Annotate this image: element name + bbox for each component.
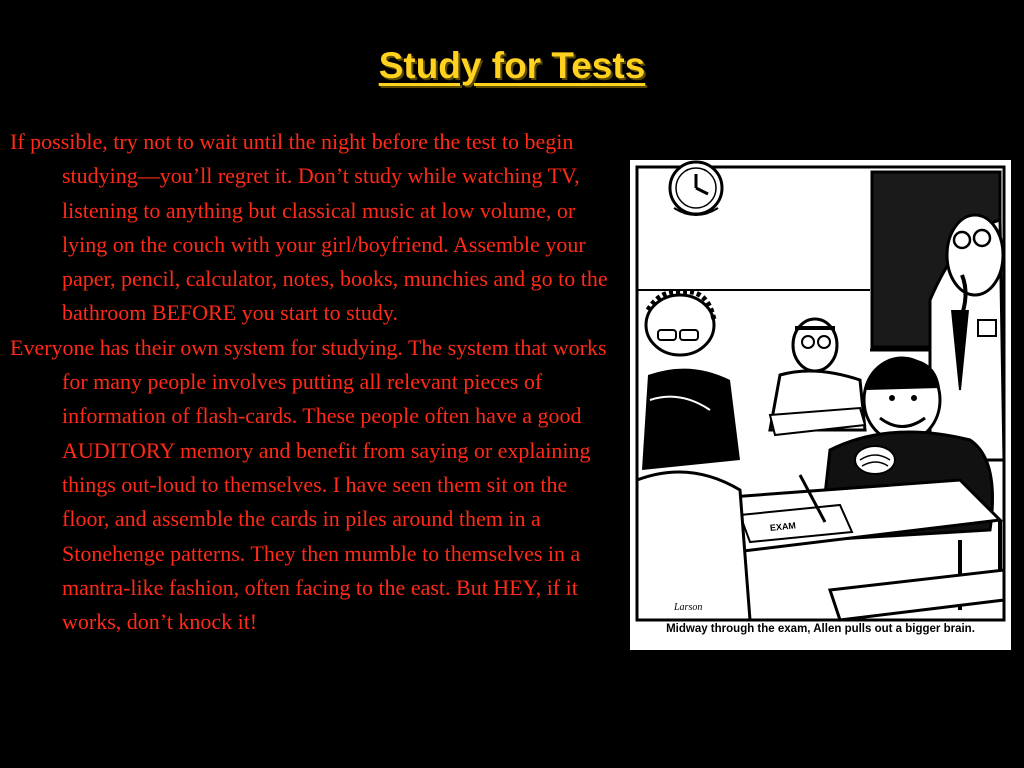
artist-signature: Larson: [674, 602, 703, 613]
body-text: [10, 125, 613, 639]
student-front-left: [637, 472, 750, 620]
exam-paper-label: EXAM: [769, 520, 797, 534]
cartoon-panel: [630, 160, 1011, 650]
paragraph-study-timing: If possible, try not to wait until the night before the test to begin studying—you’ll regret it. Don’t study while watching TV, listening to anything but classical music at low volume, or lying on the couch with your girl/boyfriend. Assemble your paper, pencil, calculator, notes, books, munchies and go to the bathroom BEFORE you start to study.: [10, 129, 608, 326]
paragraph-study-system: Everyone has their own system for studying. The system that works for many people involves putting all relevant pieces of information of flash-cards. These people often have a good AUDITORY memory and benefit from saying or explaining things out-loud to themselves. I have seen them sit on the floor, and assemble the cards in piles around them in a Stonehenge patterns. They then mumble to themselves in a mantra-like fashion, often facing to the east. But HEY, if it works, don’t knock it!: [10, 334, 607, 635]
cartoon-drawing: [630, 160, 1011, 650]
cartoon-caption: Midway through the exam, Allen pulls out a bigger brain.: [666, 623, 975, 635]
clock-icon: [670, 162, 722, 215]
slide-title: Study for Tests: [378, 45, 646, 86]
